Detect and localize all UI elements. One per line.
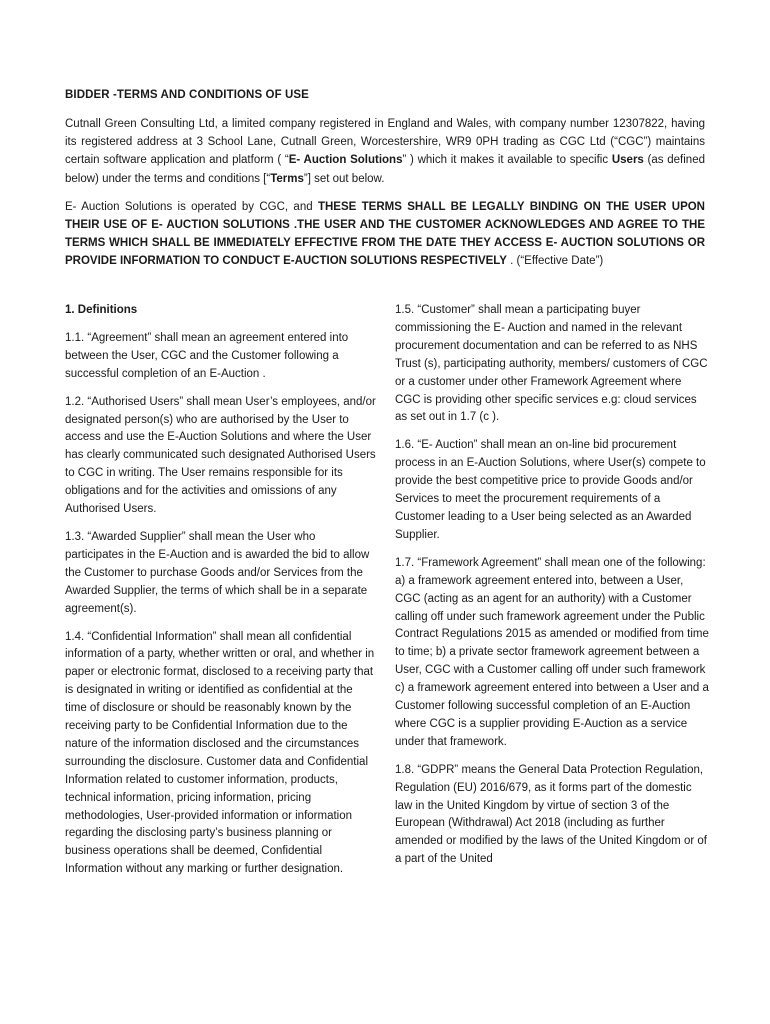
definition-paragraph: 1.6. “E- Auction” shall mean an on-line bid procurement process in an E-Auction Solutions, where User(s) compete to provide the best competitive price to provide Goods and/or Services to meet the procurement requirements of a Customer leading to a User being selected as an Awarded Supplier. xyxy=(395,439,706,541)
left-column xyxy=(65,302,376,889)
intro-text: (as defined below) under the terms and conditions [“ xyxy=(65,154,705,185)
definition-paragraph: 1.1. “Agreement” shall mean an agreement entered into between the User, CGC and the Customer following a successful completion of an E-Auction . xyxy=(65,331,349,380)
intro-text: . (“Effective Date”) xyxy=(506,255,604,268)
intro-bold-clause: THESE TERMS SHALL BE LEGALLY BINDING ON THE USER UPON THEIR USE OF E- AUCTION SOLUTIONS .THE USER AND THE CUSTOMER ACKNOWLEDGES AND AGREE TO THE TERMS WHICH SHALL BE IMMEDIATELY EFFECTIVE FROM THE DATE THEY ACCESS E- AUCTION SOLUTIONS OR PROVIDE INFORMATION TO CONDUCT E-AUCTION SOLUTIONS RESPECTIVELY xyxy=(65,200,705,268)
intro-paragraph-1 xyxy=(65,115,705,188)
intro-section xyxy=(65,115,705,281)
definition-paragraph: 1.5. “Customer” shall mean a participating buyer commissioning the E- Auction and named in the relevant procurement documentation and can be referred to as NHS Trust (s), participating authority, members/ customers of CGC or a customer under other Framework Agreement where CGC is providing other specific services e.g: cloud services as set out in 1.7 (c ). xyxy=(395,304,708,424)
definition-paragraph: 1.8. “GDPR” means the General Data Protection Regulation, Regulation (EU) 2016/679, as it forms part of the domestic law in the United Kingdom by virtue of section 3 of the European (Withdrawal) Act 2018 (including as further amended or modified by the laws of the United Kingdom or of a part of the United xyxy=(395,763,707,866)
intro-text: ” ) which it makes it available to specific xyxy=(402,154,612,167)
intro-paragraph-2 xyxy=(65,198,705,271)
intro-bold-term: E- Auction Solutions xyxy=(288,154,403,167)
document-title: BIDDER -TERMS AND CONDITIONS OF USE xyxy=(65,89,309,101)
intro-bold-term: Terms xyxy=(270,172,304,185)
definition-paragraph: 1.2. “Authorised Users” shall mean User’s employees, and/or designated person(s) who are authorised by the User to access and use the E-Auction Solutions and where the User has clearly communicated such designated Authorised Users to CGC in writing. The User remains responsible for its obligations and for the activities and omissions of any Authorised Users. xyxy=(65,395,376,516)
right-column xyxy=(395,302,709,879)
definition-paragraph: 1.3. “Awarded Supplier” shall mean the User who participates in the E-Auction and is awarded the bid to allow the Customer to purchase Goods and/or Services from the Awarded Supplier, the terms of which shall be in a separate agreement(s). xyxy=(65,530,370,615)
intro-text: ”] set out below. xyxy=(303,172,385,185)
intro-bold-term: Users xyxy=(611,154,644,167)
definitions-heading: 1. Definitions xyxy=(65,304,138,316)
intro-text: E- Auction Solutions is operated by CGC, and xyxy=(65,200,318,213)
definition-paragraph: 1.7. “Framework Agreement” shall mean one of the following: a) a framework agreement entered into, between a User, CGC (acting as an agent for an authority) with a Customer calling off under such framework agreement under the Public Contract Regulations 2015 as amended or modified from time to time; b) a private sector framework agreement between a User, CGC with a Customer calling off under such framework c) a framework agreement entered into between a User and a Customer following successful completion of an E-Auction where CGC is a supplier providing E-Auction as a service under that framework. xyxy=(395,556,709,748)
definition-paragraph: 1.4. “Confidential Information” shall mean all confidential information of a party, whether written or oral, and whether in paper or electronic format, disclosed to a receiving party that is designated in writing or identified as confidential at the time of disclosure or should be reasonably known by the receiving party to be Confidential Information due to the nature of the information disclosed and the circumstances surrounding the disclosure. Customer data and Confidential Information related to customer information, products, technical information, pricing information, pricing methodologies, User-provided information or information regarding the disclosing party’s business planning or business operations shall be deemed, Confidential Information without any marking or further designation. xyxy=(65,630,375,876)
intro-text: Cutnall Green Consulting Ltd, a limited company registered in England and Wales, with company number 12307822, having its registered address at 3 School Lane, Cutnall Green, Worcestershire, WR9 0PH trading as CGC Ltd (“CGC”) maintains certain software application and platform ( “ xyxy=(65,118,705,167)
